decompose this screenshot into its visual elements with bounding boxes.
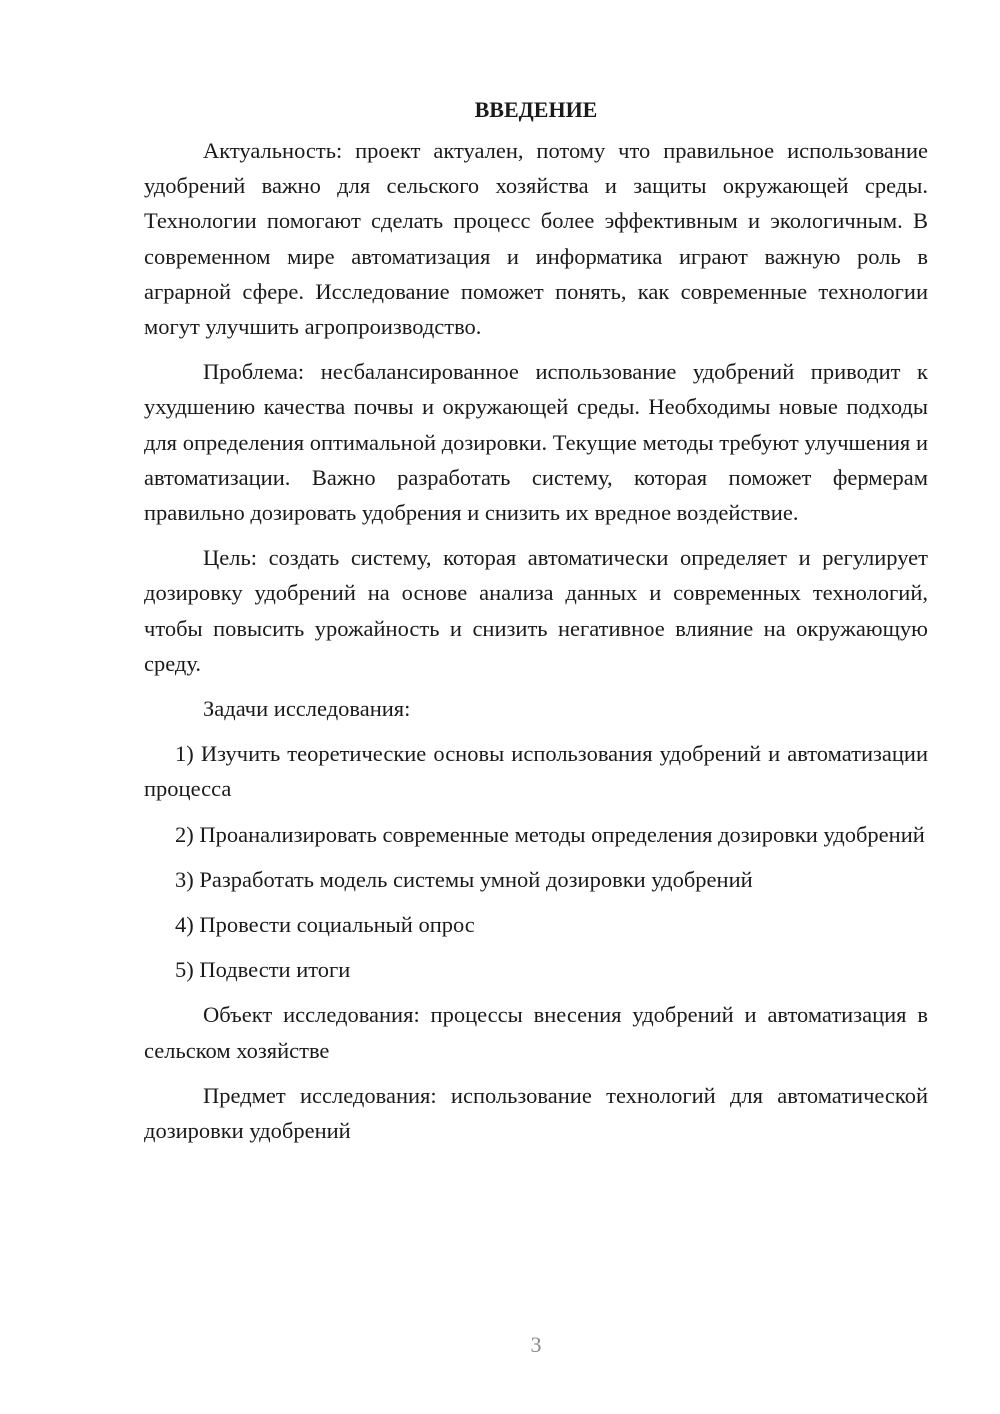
- paragraph-research-object: Объект исследования: процессы внесения удобрений и автоматизация в сельском хозяйстве: [144, 1002, 928, 1063]
- page-number: 3: [530, 1332, 542, 1357]
- paragraph-relevance: Актуальность: проект актуален, потому что правильное использование удобрений важно для сельского хозяйства и защиты окружающей среды. Технологии помогают сделать процесс более эффективным и экологичным. В современном мире автоматизация и информатика играют важную роль в аграрной сфере. Исследование поможет понять, как современные технологии могут улучшить агропроизводство.: [144, 138, 928, 340]
- task-item-2: 2) Проанализировать современные методы определения дозировки удобрений: [175, 821, 925, 847]
- paragraph-goal: Цель: создать систему, которая автоматически определяет и регулирует дозировку удобрений на основе анализа данных и современных технологий, чтобы повысить урожайность и снизить негативное влияние на окружающую среду.: [144, 545, 928, 676]
- page-title: ВВЕДЕНИЕ: [474, 97, 598, 122]
- task-item-1: 1) Изучить теоретические основы использования удобрений и автоматизации процесса: [144, 741, 928, 802]
- tasks-list: [144, 736, 928, 987]
- task-item-3: 3) Разработать модель системы умной дозировки удобрений: [175, 866, 753, 892]
- tasks-heading: Задачи исследования:: [203, 696, 411, 722]
- task-item-4: 4) Провести социальный опрос: [175, 912, 475, 938]
- task-item-5: 5) Подвести итоги: [175, 957, 351, 983]
- paragraph-research-subject: Предмет исследования: использование технологий для автоматической дозировки удобрений: [144, 1082, 928, 1144]
- paragraph-problem: Проблема: несбалансированное использование удобрений приводит к ухудшению качества почвы и окружающей среды. Необходимы новые подходы для определения оптимальной дозировки. Текущие методы требуют улучшения и автоматизации. Важно разработать систему, которая поможет фермерам правильно дозировать удобрения и снизить их вредное воздействие.: [144, 359, 928, 526]
- document-page: [144, 92, 928, 1158]
